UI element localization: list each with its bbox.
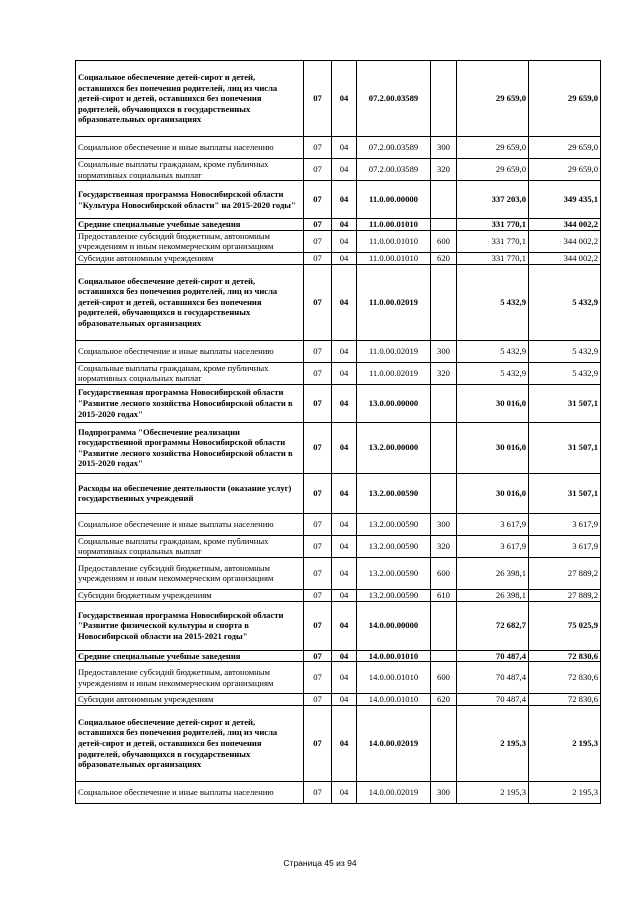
table-row xyxy=(76,535,601,557)
table-row xyxy=(76,557,601,589)
table-row xyxy=(76,264,601,340)
subsection-code-cell: 04 xyxy=(332,159,357,181)
expense-type-code-cell: 610 xyxy=(431,589,457,601)
target-article-code-cell: 07.2.00.03589 xyxy=(357,61,431,137)
amount-year-1-cell: 331 770,1 xyxy=(457,230,529,252)
target-article-code-cell: 13.2.00.00000 xyxy=(357,422,431,473)
expense-type-code-cell: 620 xyxy=(431,694,457,706)
amount-year-2-cell: 29 659,0 xyxy=(529,61,601,137)
expense-type-code-cell: 300 xyxy=(431,340,457,362)
expense-name-cell: Социальное обеспечение детей-сирот и детей, оставшихся без попечения родителей, лиц из числа детей-сирот и детей, оставшихся без попечения родителей, обучающихся в государственных образовательных организациях xyxy=(76,705,304,781)
section-code-cell: 07 xyxy=(304,230,332,252)
expense-name-cell: Субсидии автономным учреждениям xyxy=(76,252,304,264)
subsection-code-cell: 04 xyxy=(332,781,357,803)
expense-name-cell: Предоставление субсидий бюджетным, автономным учреждениям и иным некоммерческим организациям xyxy=(76,557,304,589)
expense-type-code-cell: 300 xyxy=(431,781,457,803)
table-row xyxy=(76,694,601,706)
table-row xyxy=(76,705,601,781)
target-article-code-cell: 14.0.00.00000 xyxy=(357,601,431,650)
section-code-cell: 07 xyxy=(304,384,332,422)
section-code-cell: 07 xyxy=(304,781,332,803)
section-code-cell: 07 xyxy=(304,473,332,513)
target-article-code-cell: 13.2.00.00590 xyxy=(357,535,431,557)
subsection-code-cell: 04 xyxy=(332,705,357,781)
amount-year-2-cell: 72 830,6 xyxy=(529,694,601,706)
amount-year-1-cell: 29 659,0 xyxy=(457,137,529,159)
amount-year-1-cell: 5 432,9 xyxy=(457,264,529,340)
target-article-code-cell: 14.0.00.01010 xyxy=(357,662,431,694)
expense-type-code-cell: 320 xyxy=(431,535,457,557)
table-row xyxy=(76,340,601,362)
section-code-cell: 07 xyxy=(304,422,332,473)
subsection-code-cell: 04 xyxy=(332,264,357,340)
table-row xyxy=(76,362,601,384)
target-article-code-cell: 13.2.00.00590 xyxy=(357,513,431,535)
expense-name-cell: Средние специальные учебные заведения xyxy=(76,650,304,662)
amount-year-2-cell: 75 025,9 xyxy=(529,601,601,650)
amount-year-2-cell: 72 830,6 xyxy=(529,650,601,662)
expense-type-code-cell xyxy=(431,219,457,231)
expense-name-cell: Социальные выплаты гражданам, кроме публичных нормативных социальных выплат xyxy=(76,159,304,181)
subsection-code-cell: 04 xyxy=(332,694,357,706)
expense-name-cell: Социальное обеспечение и иные выплаты населению xyxy=(76,340,304,362)
amount-year-1-cell: 30 016,0 xyxy=(457,384,529,422)
amount-year-1-cell: 26 398,1 xyxy=(457,589,529,601)
table-row xyxy=(76,219,601,231)
amount-year-2-cell: 5 432,9 xyxy=(529,362,601,384)
amount-year-1-cell: 72 682,7 xyxy=(457,601,529,650)
subsection-code-cell: 04 xyxy=(332,181,357,219)
expense-type-code-cell xyxy=(431,705,457,781)
section-code-cell: 07 xyxy=(304,362,332,384)
expense-name-cell: Социальное обеспечение и иные выплаты населению xyxy=(76,781,304,803)
amount-year-2-cell: 31 507,1 xyxy=(529,473,601,513)
subsection-code-cell: 04 xyxy=(332,513,357,535)
page-footer: Страница 45 из 94 xyxy=(283,858,357,868)
table-row xyxy=(76,252,601,264)
subsection-code-cell: 04 xyxy=(332,650,357,662)
target-article-code-cell: 13.0.00.00000 xyxy=(357,384,431,422)
table-row xyxy=(76,650,601,662)
amount-year-1-cell: 70 487,4 xyxy=(457,650,529,662)
section-code-cell: 07 xyxy=(304,557,332,589)
table-row xyxy=(76,473,601,513)
expense-type-code-cell: 320 xyxy=(431,362,457,384)
target-article-code-cell: 13.2.00.00590 xyxy=(357,557,431,589)
amount-year-2-cell: 344 002,2 xyxy=(529,230,601,252)
table-row xyxy=(76,61,601,137)
amount-year-2-cell: 5 432,9 xyxy=(529,264,601,340)
amount-year-2-cell: 344 002,2 xyxy=(529,252,601,264)
subsection-code-cell: 04 xyxy=(332,362,357,384)
expense-type-code-cell xyxy=(431,61,457,137)
amount-year-1-cell: 5 432,9 xyxy=(457,362,529,384)
target-article-code-cell: 11.0.00.02019 xyxy=(357,340,431,362)
section-code-cell: 07 xyxy=(304,601,332,650)
subsection-code-cell: 04 xyxy=(332,535,357,557)
expense-type-code-cell xyxy=(431,264,457,340)
expense-name-cell: Субсидии бюджетным учреждениям xyxy=(76,589,304,601)
expense-type-code-cell xyxy=(431,473,457,513)
section-code-cell: 07 xyxy=(304,219,332,231)
table-body xyxy=(76,61,601,804)
target-article-code-cell: 11.0.00.02019 xyxy=(357,264,431,340)
expense-type-code-cell: 600 xyxy=(431,662,457,694)
expense-type-code-cell: 320 xyxy=(431,159,457,181)
table-row xyxy=(76,137,601,159)
target-article-code-cell: 11.0.00.01010 xyxy=(357,230,431,252)
table-row xyxy=(76,181,601,219)
section-code-cell: 07 xyxy=(304,340,332,362)
target-article-code-cell: 14.0.00.01010 xyxy=(357,694,431,706)
subsection-code-cell: 04 xyxy=(332,252,357,264)
target-article-code-cell: 14.0.00.01010 xyxy=(357,650,431,662)
expense-name-cell: Государственная программа Новосибирской области "Культура Новосибирской области" на 2015-2020 годы" xyxy=(76,181,304,219)
target-article-code-cell: 14.0.00.02019 xyxy=(357,705,431,781)
amount-year-1-cell: 337 203,0 xyxy=(457,181,529,219)
expense-type-code-cell xyxy=(431,384,457,422)
subsection-code-cell: 04 xyxy=(332,384,357,422)
amount-year-2-cell: 29 659,0 xyxy=(529,137,601,159)
amount-year-1-cell: 331 770,1 xyxy=(457,252,529,264)
section-code-cell: 07 xyxy=(304,694,332,706)
amount-year-1-cell: 2 195,3 xyxy=(457,781,529,803)
section-code-cell: 07 xyxy=(304,137,332,159)
subsection-code-cell: 04 xyxy=(332,137,357,159)
amount-year-2-cell: 2 195,3 xyxy=(529,781,601,803)
amount-year-2-cell: 72 830,6 xyxy=(529,662,601,694)
table-row xyxy=(76,422,601,473)
expense-type-code-cell: 300 xyxy=(431,137,457,159)
amount-year-1-cell: 29 659,0 xyxy=(457,159,529,181)
amount-year-1-cell: 5 432,9 xyxy=(457,340,529,362)
target-article-code-cell: 14.0.00.02019 xyxy=(357,781,431,803)
section-code-cell: 07 xyxy=(304,252,332,264)
table-row xyxy=(76,513,601,535)
expense-name-cell: Расходы на обеспечение деятельности (оказание услуг) государственных учреждений xyxy=(76,473,304,513)
amount-year-2-cell: 344 002,2 xyxy=(529,219,601,231)
expense-name-cell: Предоставление субсидий бюджетным, автономным учреждениям и иным некоммерческим организациям xyxy=(76,662,304,694)
subsection-code-cell: 04 xyxy=(332,230,357,252)
expense-name-cell: Средние специальные учебные заведения xyxy=(76,219,304,231)
subsection-code-cell: 04 xyxy=(332,589,357,601)
target-article-code-cell: 11.0.00.01010 xyxy=(357,219,431,231)
amount-year-2-cell: 27 889,2 xyxy=(529,557,601,589)
expense-type-code-cell: 600 xyxy=(431,557,457,589)
table-row xyxy=(76,601,601,650)
section-code-cell: 07 xyxy=(304,589,332,601)
table-row xyxy=(76,384,601,422)
amount-year-1-cell: 30 016,0 xyxy=(457,422,529,473)
target-article-code-cell: 07.2.00.03589 xyxy=(357,159,431,181)
section-code-cell: 07 xyxy=(304,61,332,137)
target-article-code-cell: 13.2.00.00590 xyxy=(357,589,431,601)
subsection-code-cell: 04 xyxy=(332,473,357,513)
section-code-cell: 07 xyxy=(304,535,332,557)
expense-type-code-cell xyxy=(431,422,457,473)
subsection-code-cell: 04 xyxy=(332,219,357,231)
amount-year-1-cell: 3 617,9 xyxy=(457,535,529,557)
expense-name-cell: Социальное обеспечение детей-сирот и детей, оставшихся без попечения родителей, лиц из числа детей-сирот и детей, оставшихся без попечения родителей, обучающихся в государственных образовательных организациях xyxy=(76,61,304,137)
expense-name-cell: Государственная программа Новосибирской области "Развитие лесного хозяйства Новосибирской области в 2015-2020 годах" xyxy=(76,384,304,422)
amount-year-2-cell: 31 507,1 xyxy=(529,384,601,422)
expense-name-cell: Подпрограмма "Обеспечение реализации государственной программы Новосибирской области "Развитие лесного хозяйства Новосибирской области в 2015-2020 годах" xyxy=(76,422,304,473)
expense-type-code-cell xyxy=(431,601,457,650)
amount-year-2-cell: 349 435,1 xyxy=(529,181,601,219)
amount-year-1-cell: 3 617,9 xyxy=(457,513,529,535)
expense-type-code-cell: 620 xyxy=(431,252,457,264)
expense-name-cell: Государственная программа Новосибирской области "Развитие физической культуры и спорта в Новосибирской области на 2015-2021 годы" xyxy=(76,601,304,650)
amount-year-1-cell: 331 770,1 xyxy=(457,219,529,231)
amount-year-1-cell: 29 659,0 xyxy=(457,61,529,137)
expense-type-code-cell xyxy=(431,181,457,219)
table-row xyxy=(76,159,601,181)
table-row xyxy=(76,662,601,694)
subsection-code-cell: 04 xyxy=(332,61,357,137)
subsection-code-cell: 04 xyxy=(332,662,357,694)
expense-type-code-cell: 600 xyxy=(431,230,457,252)
subsection-code-cell: 04 xyxy=(332,340,357,362)
amount-year-2-cell: 31 507,1 xyxy=(529,422,601,473)
amount-year-1-cell: 2 195,3 xyxy=(457,705,529,781)
amount-year-2-cell: 2 195,3 xyxy=(529,705,601,781)
expense-name-cell: Социальное обеспечение и иные выплаты населению xyxy=(76,513,304,535)
expense-name-cell: Предоставление субсидий бюджетным, автономным учреждениям и иным некоммерческим организациям xyxy=(76,230,304,252)
table-row xyxy=(76,781,601,803)
section-code-cell: 07 xyxy=(304,650,332,662)
amount-year-2-cell: 5 432,9 xyxy=(529,340,601,362)
amount-year-1-cell: 26 398,1 xyxy=(457,557,529,589)
section-code-cell: 07 xyxy=(304,513,332,535)
section-code-cell: 07 xyxy=(304,705,332,781)
amount-year-1-cell: 30 016,0 xyxy=(457,473,529,513)
amount-year-2-cell: 29 659,0 xyxy=(529,159,601,181)
subsection-code-cell: 04 xyxy=(332,422,357,473)
section-code-cell: 07 xyxy=(304,181,332,219)
target-article-code-cell: 11.0.00.02019 xyxy=(357,362,431,384)
expense-type-code-cell xyxy=(431,650,457,662)
expense-type-code-cell: 300 xyxy=(431,513,457,535)
expense-name-cell: Субсидии автономным учреждениям xyxy=(76,694,304,706)
subsection-code-cell: 04 xyxy=(332,557,357,589)
expense-name-cell: Социальные выплаты гражданам, кроме публичных нормативных социальных выплат xyxy=(76,362,304,384)
expense-name-cell: Социальное обеспечение детей-сирот и детей, оставшихся без попечения родителей, лиц из числа детей-сирот и детей, оставшихся без попечения родителей, обучающихся в государственных образовательных организациях xyxy=(76,264,304,340)
target-article-code-cell: 11.0.00.00000 xyxy=(357,181,431,219)
table-row xyxy=(76,589,601,601)
amount-year-2-cell: 3 617,9 xyxy=(529,513,601,535)
target-article-code-cell: 13.2.00.00590 xyxy=(357,473,431,513)
expense-name-cell: Социальные выплаты гражданам, кроме публичных нормативных социальных выплат xyxy=(76,535,304,557)
table-row xyxy=(76,230,601,252)
target-article-code-cell: 11.0.00.01010 xyxy=(357,252,431,264)
amount-year-1-cell: 70 487,4 xyxy=(457,662,529,694)
section-code-cell: 07 xyxy=(304,662,332,694)
subsection-code-cell: 04 xyxy=(332,601,357,650)
amount-year-2-cell: 3 617,9 xyxy=(529,535,601,557)
section-code-cell: 07 xyxy=(304,159,332,181)
amount-year-2-cell: 27 889,2 xyxy=(529,589,601,601)
section-code-cell: 07 xyxy=(304,264,332,340)
target-article-code-cell: 07.2.00.03589 xyxy=(357,137,431,159)
amount-year-1-cell: 70 487,4 xyxy=(457,694,529,706)
expense-name-cell: Социальное обеспечение и иные выплаты населению xyxy=(76,137,304,159)
budget-table xyxy=(75,60,601,804)
